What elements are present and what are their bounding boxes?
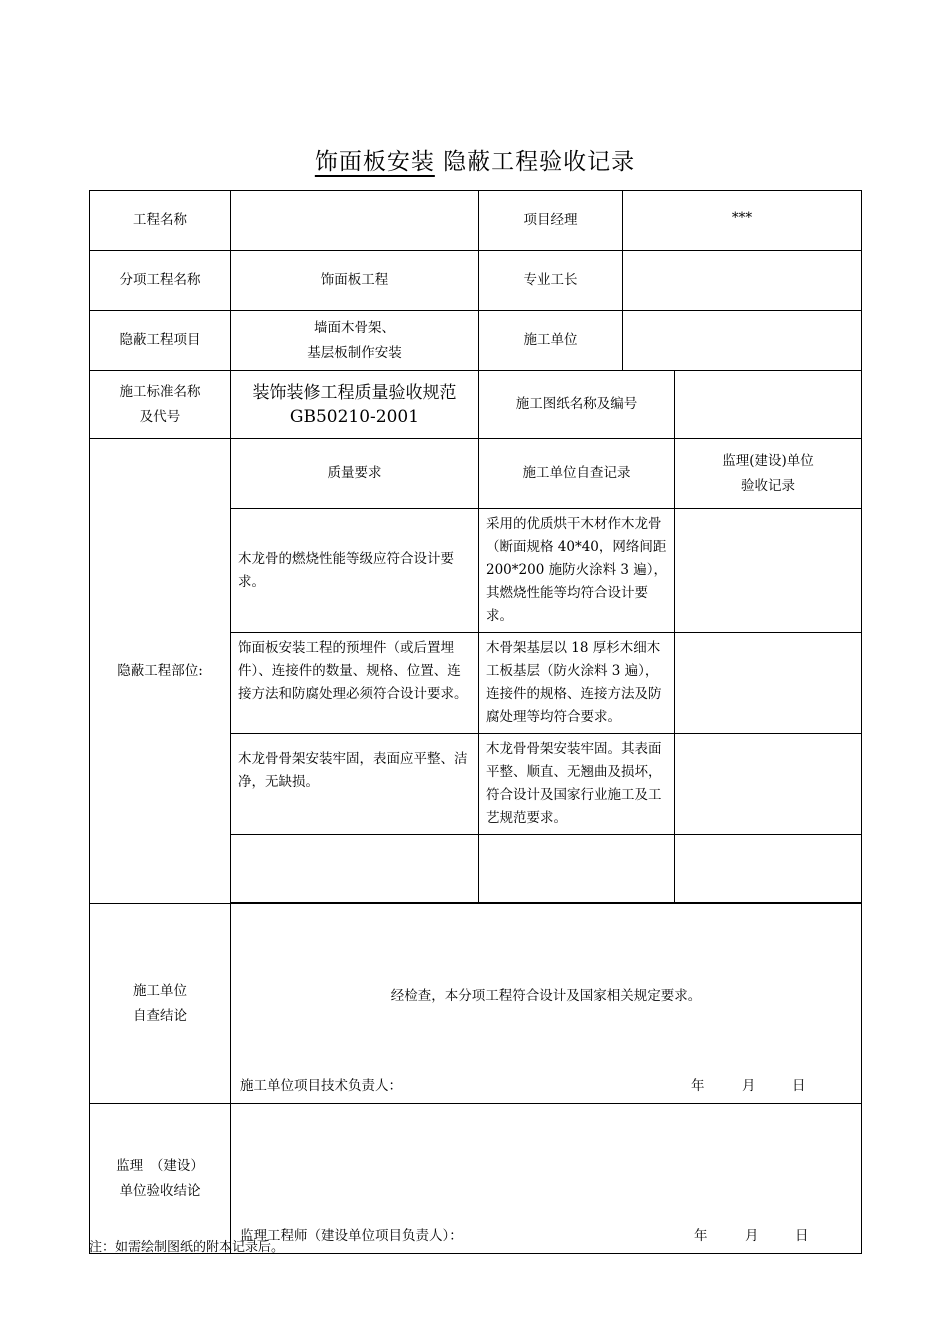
sub-project-value: 饰面板工程	[231, 251, 479, 311]
foreman-label: 专业工长	[479, 251, 623, 311]
self-check-conclusion: 经检查，本分项工程符合设计及国家相关规定要求。	[390, 988, 702, 1004]
standard-value-line1: 装饰装修工程质量验收规范	[252, 382, 457, 403]
page-title	[0, 143, 950, 176]
supervision-label	[90, 1104, 231, 1254]
supervision-month: 月	[745, 1228, 759, 1244]
requirement-cell: 饰面板安装工程的预埋件（或后置埋件）、连接件的数量、规格、位置、连接方法和防腐处理必须符合设计要求。	[231, 633, 479, 734]
project-name-value	[231, 191, 479, 251]
self-check-label-line1: 施工单位	[133, 982, 187, 999]
unit-value	[623, 311, 862, 371]
footnote: 注：如需绘制图纸的附本记录后。	[89, 1240, 285, 1255]
self-check-month: 月	[742, 1078, 756, 1094]
requirement-cell	[231, 835, 479, 903]
col-supervision-header-line1: 监理(建设)单位	[722, 452, 814, 469]
supervision-cell	[675, 734, 862, 835]
record-cell: 采用的优质烘干木材作木龙骨（断面规格 40*40，网络间距 200*200 施防火涂料 3 遍），其燃烧性能等均符合设计要求。	[479, 509, 675, 633]
hidden-item-value	[231, 311, 479, 371]
foreman-value	[623, 251, 862, 311]
title-part2: 隐蔽工程验收记录	[443, 149, 636, 175]
standard-label-line2: 及代号	[139, 408, 181, 425]
supervision-day: 日	[795, 1228, 809, 1244]
col-self-check-header: 施工单位自查记录	[479, 439, 675, 509]
self-check-label-line2: 自查结论	[133, 1007, 187, 1024]
hidden-part-label: 隐蔽工程部位:	[90, 439, 231, 904]
supervision-cell	[675, 509, 862, 633]
hidden-item-value-line1: 墙面木骨架、	[314, 319, 395, 336]
supervision-signer: 监理工程师（建设单位项目负责人）：	[240, 1228, 463, 1244]
supervision-cell	[675, 633, 862, 734]
manager-value: ***	[623, 191, 862, 251]
col-quality-header: 质量要求	[231, 439, 479, 509]
supervision-year: 年	[694, 1228, 708, 1244]
unit-label: 施工单位	[479, 311, 623, 371]
standard-label-line1: 施工标准名称	[119, 383, 201, 400]
record-cell: 木骨架基层以 18 厚杉木细木工板基层（防火涂料 3 遍），连接件的规格、连接方法及防腐处理等均符合要求。	[479, 633, 675, 734]
requirement-cell: 木龙骨的燃烧性能等级应符合设计要求。	[231, 509, 479, 633]
self-check-label	[90, 904, 231, 1104]
requirement-cell: 木龙骨骨架安装牢固，表面应平整、洁净，无缺损。	[231, 734, 479, 835]
self-check-content	[231, 904, 862, 1104]
project-name-label: 工程名称	[90, 191, 231, 251]
hidden-item-label: 隐蔽工程项目	[90, 311, 231, 371]
self-check-day: 日	[792, 1078, 806, 1094]
drawing-value	[675, 371, 862, 439]
supervision-label-line2: 单位验收结论	[119, 1182, 201, 1199]
sub-project-label: 分项工程名称	[90, 251, 231, 311]
supervision-label-line1: 监理 （建设）	[116, 1157, 204, 1174]
standard-value	[231, 371, 479, 439]
supervision-cell	[675, 835, 862, 903]
col-supervision-header	[675, 439, 862, 509]
standard-label	[90, 371, 231, 439]
col-supervision-header-line2: 验收记录	[741, 477, 795, 494]
drawing-label: 施工图纸名称及编号	[479, 371, 675, 439]
title-part1: 饰面板安装	[314, 149, 435, 175]
self-check-year: 年	[691, 1078, 705, 1094]
manager-label: 项目经理	[479, 191, 623, 251]
record-cell: 木龙骨骨架安装牢固。其表面平整、顺直、无翘曲及损坏，符合设计及国家行业施工及工艺规范要求。	[479, 734, 675, 835]
acceptance-record-table	[89, 190, 862, 1254]
record-cell	[479, 835, 675, 903]
hidden-item-value-line2: 基层板制作安装	[307, 344, 402, 361]
standard-value-line2: GB50210-2001	[289, 406, 420, 427]
supervision-content	[231, 1104, 862, 1254]
self-check-signer: 施工单位项目技术负责人：	[240, 1078, 402, 1094]
